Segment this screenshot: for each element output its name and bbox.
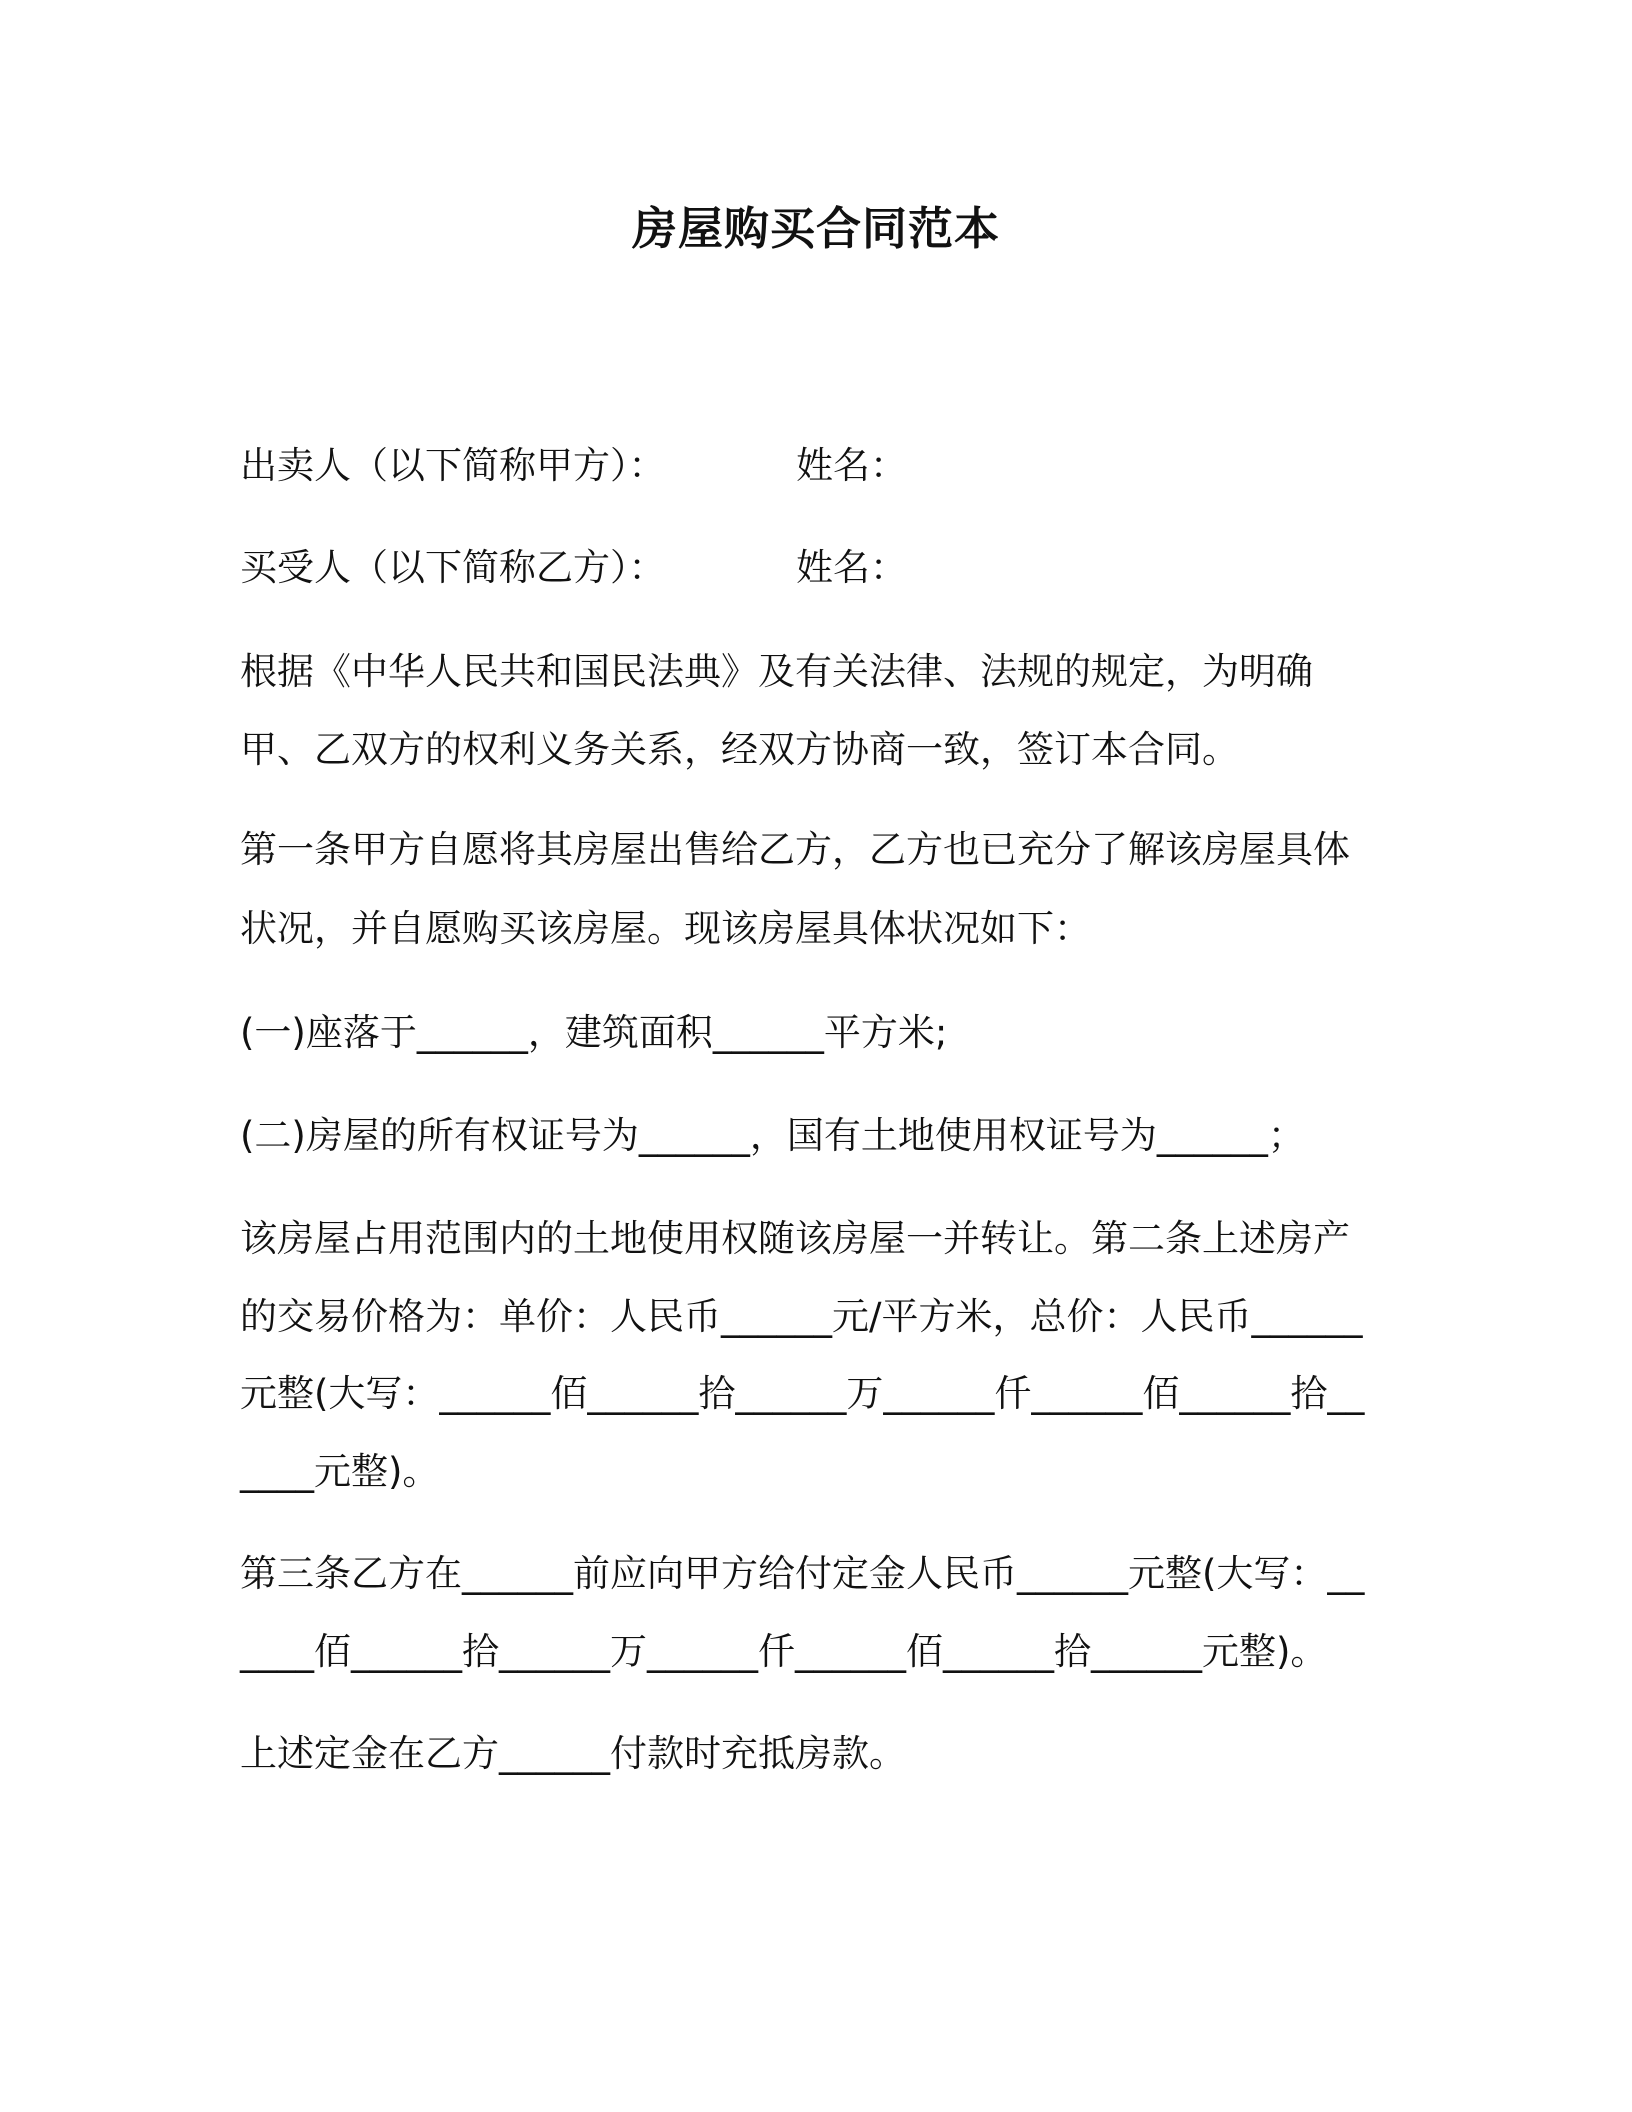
seller-name-label: 姓名： — [796, 444, 907, 487]
body-line: 第一条甲方自愿将其房屋出售给乙方，乙方也已充分了解该房屋具体 — [240, 828, 1350, 871]
body-line: 甲、乙双方的权利义务关系，经双方协商一致，签订本合同。 — [240, 728, 1239, 771]
body-line: (二)房屋的所有权证号为______，国有土地使用权证号为______； — [240, 1114, 1305, 1157]
body-line: 状况，并自愿购买该房屋。现该房屋具体状况如下： — [240, 907, 1091, 950]
body-line: ____元整)。 — [240, 1450, 440, 1493]
body-line: 上述定金在乙方______付款时充抵房款。 — [240, 1732, 906, 1775]
body-line: 第三条乙方在______前应向甲方给付定金人民币______元整(大写：__ — [240, 1552, 1365, 1595]
body-line: 该房屋占用范围内的土地使用权随该房屋一并转让。第二条上述房产 — [240, 1217, 1350, 1260]
seller-label: 出卖人（以下简称甲方）： — [240, 444, 666, 487]
buyer-label: 买受人（以下简称乙方）： — [240, 546, 666, 589]
body-line: (一)座落于______，建筑面积______平方米; — [240, 1011, 948, 1054]
buyer-name-label: 姓名： — [796, 546, 907, 589]
body-line: 元整(大写：______佰______拾______万______仟______佰______拾__ — [240, 1372, 1365, 1415]
body-line: 的交易价格为：单价：人民币______元/平方米，总价：人民币______ — [240, 1295, 1363, 1338]
document-title: 房屋购买合同范本 — [631, 202, 1000, 255]
body-line: 根据《中华人民共和国民法典》及有关法律、法规的规定，为明确 — [240, 650, 1313, 693]
body-line: ____佰______拾______万______仟______佰______拾______元整)。 — [240, 1630, 1328, 1673]
